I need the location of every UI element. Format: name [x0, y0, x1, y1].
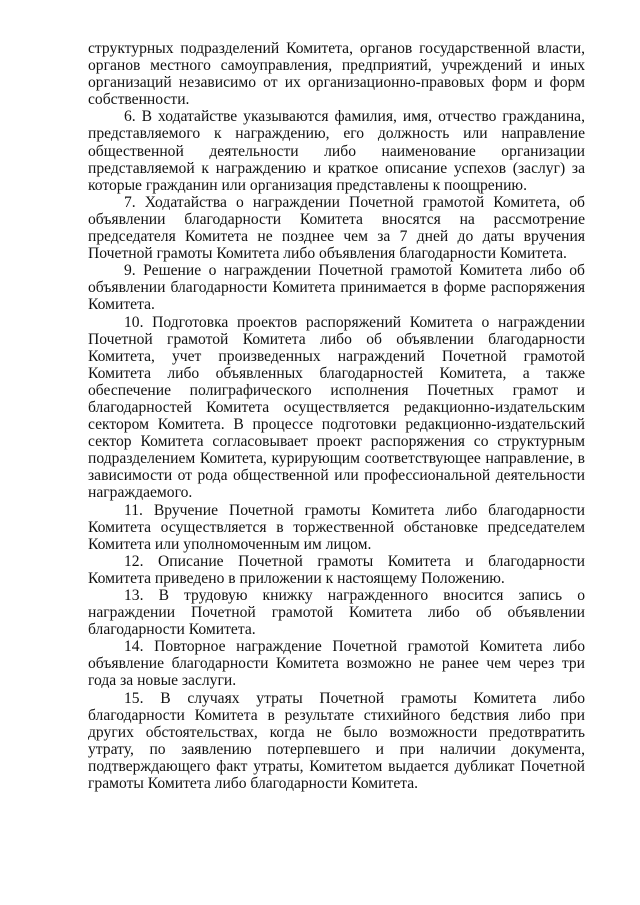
paragraph-9: 9. Решение о награждении Почетной грамотой Комитета либо об объявлении благодарности Комитета принимается в форме распоряжения Комитета.: [88, 262, 585, 314]
paragraph-continuation: структурных подразделений Комитета, органов государственной власти, органов местного самоуправления, предприятий, учреждений и иных организаций независимо от их организационно-правовых форм и форм собственности.: [88, 40, 585, 109]
paragraph-13: 13. В трудовую книжку награжденного вносится запись о награждении Почетной грамотой Комитета либо об объявлении благодарности Комитета.: [88, 587, 585, 639]
paragraph-14: 14. Повторное награждение Почетной грамотой Комитета либо объявление благодарности Комитета возможно не ранее чем через три года за новые заслуги.: [88, 638, 585, 690]
paragraph-6: 6. В ходатайстве указываются фамилия, имя, отчество гражданина, представляемого к награждению, его должность или направление общественной деятельности либо наименование организации представляемой к награждению и краткое описание успехов (заслуг) за которые гражданин или организация представлены к поощрению.: [88, 108, 585, 194]
document-page: [88, 40, 585, 792]
paragraph-12: 12. Описание Почетной грамоты Комитета и благодарности Комитета приведено в приложении к настоящему Положению.: [88, 552, 585, 587]
paragraph-7: 7. Ходатайства о награждении Почетной грамотой Комитета, об объявлении благодарности Комитета вносятся на рассмотрение председателя Комитета не позднее чем за 7 дней до даты вручения Почетной грамоты Комитета либо объявления благодарности Комитета.: [88, 193, 585, 263]
paragraph-11: 11. Вручение Почетной грамоты Комитета либо благодарности Комитета осуществляется в торжественной обстановке председателем Комитета или уполномоченным им лицом.: [88, 501, 585, 553]
paragraph-15: 15. В случаях утраты Почетной грамоты Комитета либо благодарности Комитета в результате стихийного бедствия либо при других обстоятельствах, когда не было возможности предотвратить утрату, по заявлению потерпевшего и при наличии документа, подтверждающего факт утраты, Комитетом выдается дубликат Почетной грамоты Комитета либо благодарности Комитета.: [88, 689, 585, 793]
paragraph-10: 10. Подготовка проектов распоряжений Комитета о награждении Почетной грамотой Комитета либо об объявлении благодарности Комитета, учет произведенных награждений Почетной грамотой Комитета либо объявленных благодарностей Комитета, а также обеспечение полиграфического исполнения Почетных грамот и благодарностей Комитета осуществляется редакционно-издательским сектором Комитета. В процессе подготовки редакционно-издательский сектор Комитета согласовывает проект распоряжения со структурным подразделением Комитета, курирующим соответствующее направление, в зависимости от рода общественной или профессиональной деятельности награждаемого.: [88, 313, 585, 502]
